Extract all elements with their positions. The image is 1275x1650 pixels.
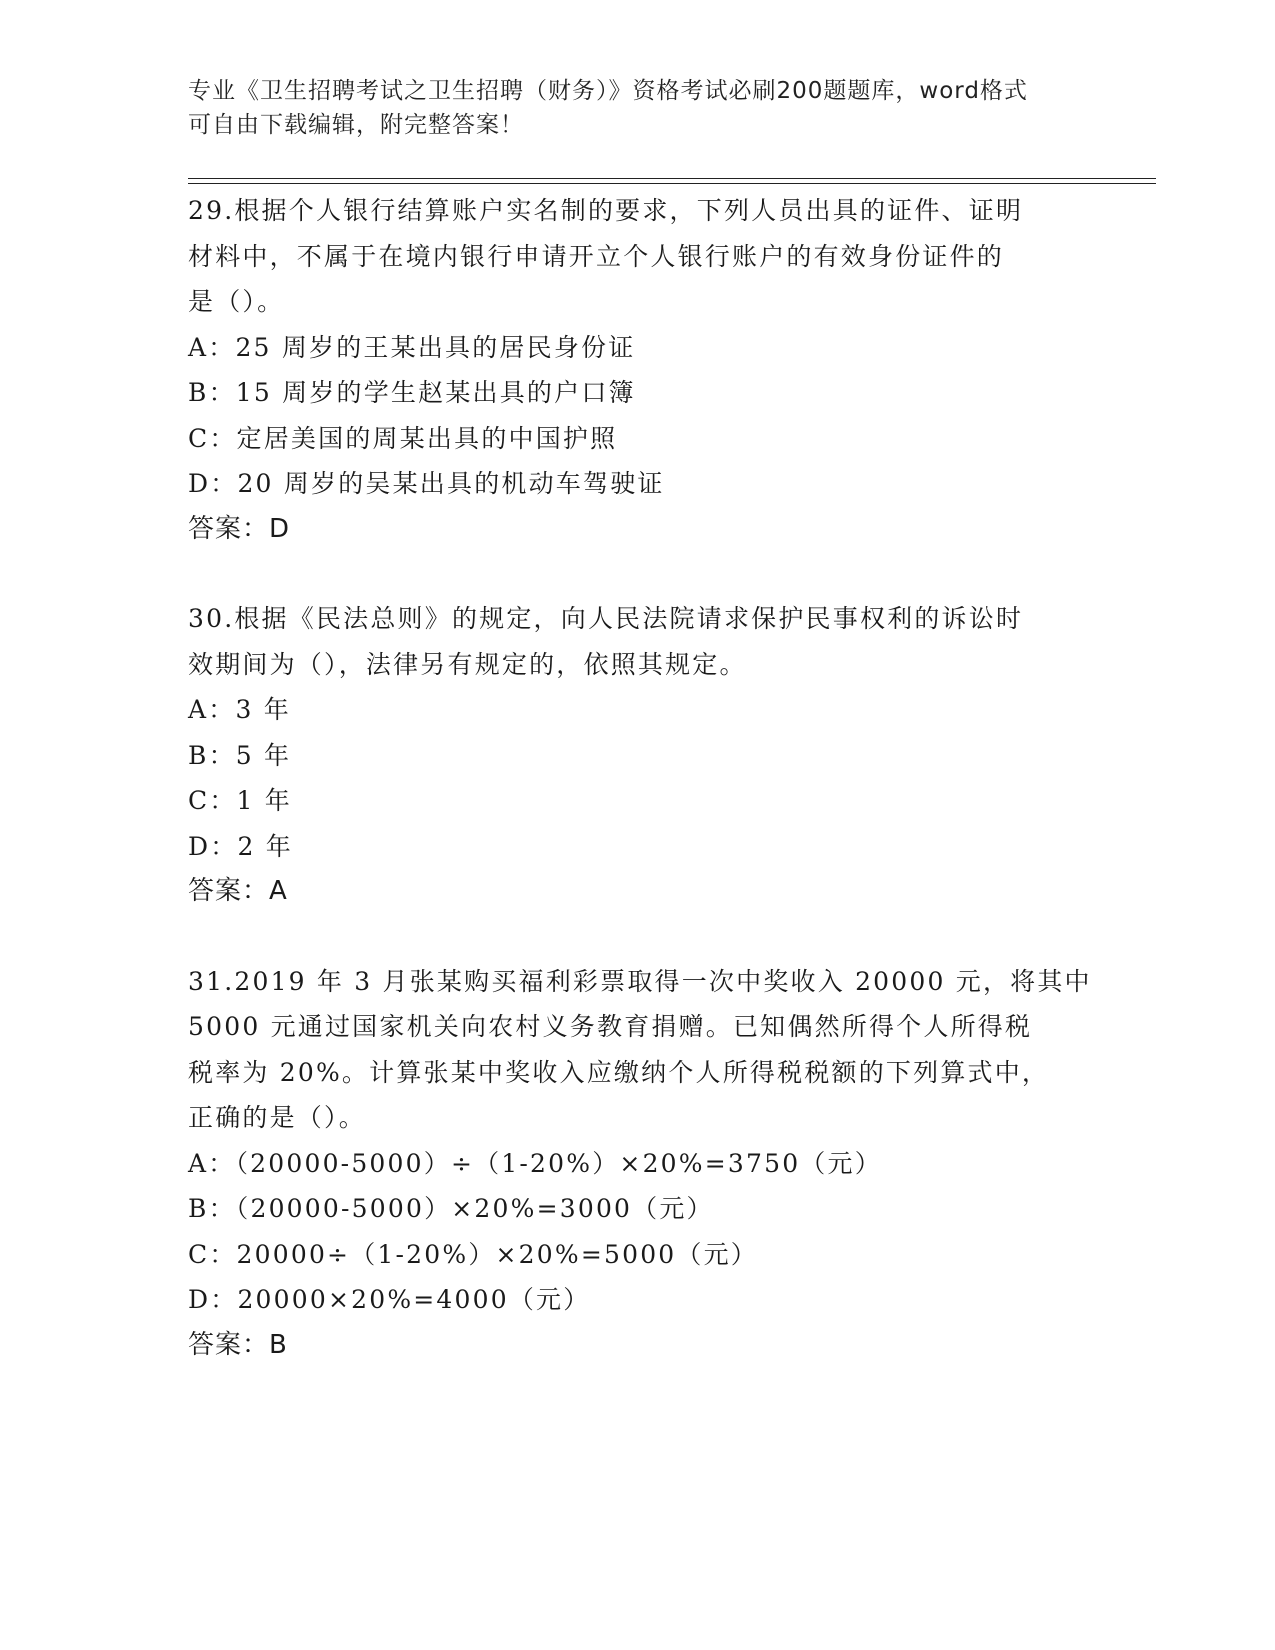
question-stem-line: 31.2019 年 3 月张某购买福利彩票取得一次中奖收入 20000 元，将其中 xyxy=(188,966,1092,996)
option-c: C：20000÷（1-20%）×20%=5000（元） xyxy=(188,1239,759,1269)
question-stem-line: 材料中，不属于在境内银行申请开立个人银行账户的有效身份证件的 xyxy=(188,241,1005,271)
question-stem-line: 5000 元通过国家机关向农村义务教育捐赠。已知偶然所得个人所得税 xyxy=(188,1012,1033,1041)
header-divider-top xyxy=(188,178,1156,179)
question-29 xyxy=(188,188,1088,552)
question-31 xyxy=(188,959,1092,1369)
option-c: C：定居美国的周某出具的中国护照 xyxy=(188,423,618,453)
question-stem-line: 是（）。 xyxy=(188,287,285,316)
option-c: C：1 年 xyxy=(188,786,292,815)
option-b: B：15 周岁的学生赵某出具的户口簿 xyxy=(188,378,636,407)
question-stem-line: 税率为 20%。计算张某中奖收入应缴纳个人所得税税额的下列算式中， xyxy=(188,1057,1050,1087)
option-a: A：3 年 xyxy=(188,695,291,724)
page-header xyxy=(188,74,1068,142)
question-stem-line: 29.根据个人银行结算账户实名制的要求，下列人员出具的证件、证明 xyxy=(188,196,1024,225)
question-stem-line: 正确的是（）。 xyxy=(188,1103,366,1132)
header-line-1: 专业《卫生招聘考试之卫生招聘（财务）》资格考试必刷200题题库，word格式 xyxy=(188,78,1028,104)
option-d: D：20 周岁的吴某出具的机动车驾驶证 xyxy=(188,469,665,498)
option-d: D：2 年 xyxy=(188,831,293,861)
header-line-2: 可自由下载编辑，附完整答案！ xyxy=(188,112,524,138)
question-stem-line: 效期间为（），法律另有规定的，依照其规定。 xyxy=(188,649,747,679)
answer-label: 答案：D xyxy=(188,513,291,544)
answer-label: 答案：A xyxy=(188,876,288,906)
header-divider-bottom xyxy=(188,183,1156,184)
question-30 xyxy=(188,596,1088,915)
question-list xyxy=(188,188,1092,1412)
option-b: B：（20000-5000）×20%=3000（元） xyxy=(188,1194,714,1223)
option-b: B：5 年 xyxy=(188,740,292,770)
question-stem-line: 30.根据《民法总则》的规定，向人民法院请求保护民事权利的诉讼时 xyxy=(188,604,1024,633)
option-d: D：20000×20%=4000（元） xyxy=(188,1285,591,1314)
option-a: A：25 周岁的王某出具的居民身份证 xyxy=(188,332,636,362)
option-a: A：（20000-5000）÷（1-20%）×20%=3750（元） xyxy=(188,1148,882,1178)
answer-label: 答案：B xyxy=(188,1329,288,1360)
